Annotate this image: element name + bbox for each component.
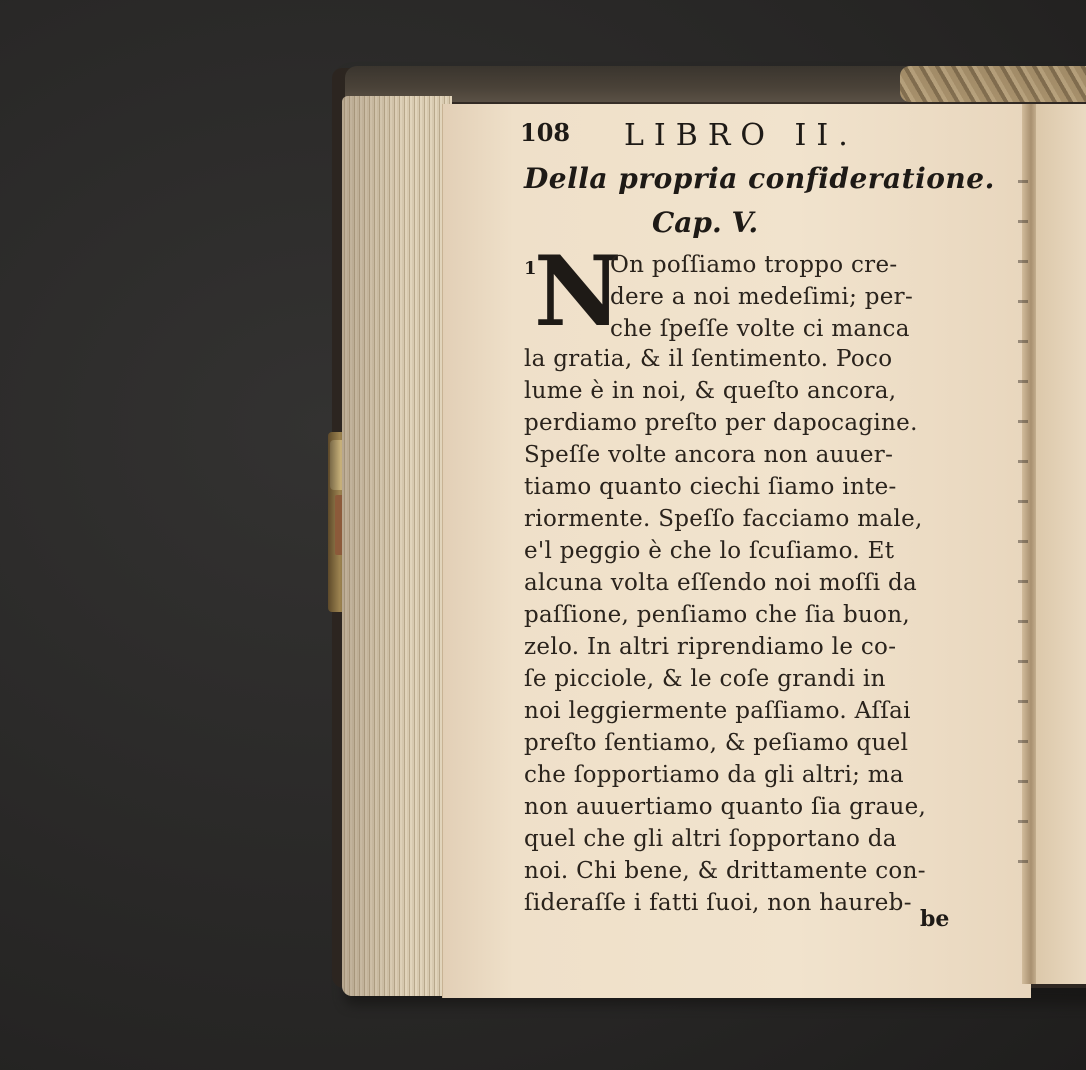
folio-number: 108 bbox=[520, 118, 571, 147]
catchword: be bbox=[920, 906, 950, 932]
text-line: dere a noi medeſimi; per- bbox=[610, 284, 914, 310]
text-line: e'l peggio è che lo ſcuſiamo. Et bbox=[524, 538, 895, 564]
text-line: riormente. Speſſo facciamo male, bbox=[524, 506, 923, 532]
verse-number: 1 bbox=[524, 258, 537, 279]
sewing-marks bbox=[1018, 180, 1028, 880]
chapter-number: Cap. V. bbox=[652, 206, 759, 239]
text-line: tiamo quanto ciechi ſiamo inte- bbox=[524, 474, 897, 500]
drop-cap-initial: N bbox=[534, 235, 622, 348]
text-line: lume è in noi, & queſto ancora, bbox=[524, 378, 897, 404]
text-line: On poſſiamo troppo cre- bbox=[610, 252, 898, 278]
text-line: la gratia, & il ſentimento. Poco bbox=[524, 346, 893, 372]
text-line: che ſpeſſe volte ci manca bbox=[610, 316, 910, 342]
text-line: quel che gli altri ſopportano da bbox=[524, 826, 897, 852]
text-line: Speſſe volte ancora non auuer- bbox=[524, 442, 894, 468]
text-line: che ſopportiamo da gli altri; ma bbox=[524, 762, 904, 788]
headband-cord bbox=[900, 66, 1086, 102]
text-line: perdiamo preſto per dapocagine. bbox=[524, 410, 918, 436]
text-line: zelo. In altri riprendiamo le co- bbox=[524, 634, 897, 660]
page-edges-shade bbox=[342, 96, 452, 996]
text-line: ſe picciole, & le coſe grandi in bbox=[524, 666, 886, 692]
running-head: LIBRO II. bbox=[624, 118, 858, 153]
text-line: ſideraſſe i fatti ſuoi, non haureb- bbox=[524, 890, 912, 916]
text-line: non auuertiamo quanto ſia graue, bbox=[524, 794, 927, 820]
text-line: alcuna volta eſſendo noi moſſi da bbox=[524, 570, 918, 596]
text-line: noi leggiermente paſſiamo. Aſſai bbox=[524, 698, 911, 724]
right-page-edge bbox=[1036, 104, 1086, 984]
chapter-title: Della propria confideratione. bbox=[524, 162, 995, 195]
text-line: preſto ſentiamo, & peſiamo quel bbox=[524, 730, 909, 756]
text-line: noi. Chi bene, & drittamente con- bbox=[524, 858, 926, 884]
text-line: paſſione, penſiamo che ſia buon, bbox=[524, 602, 911, 628]
